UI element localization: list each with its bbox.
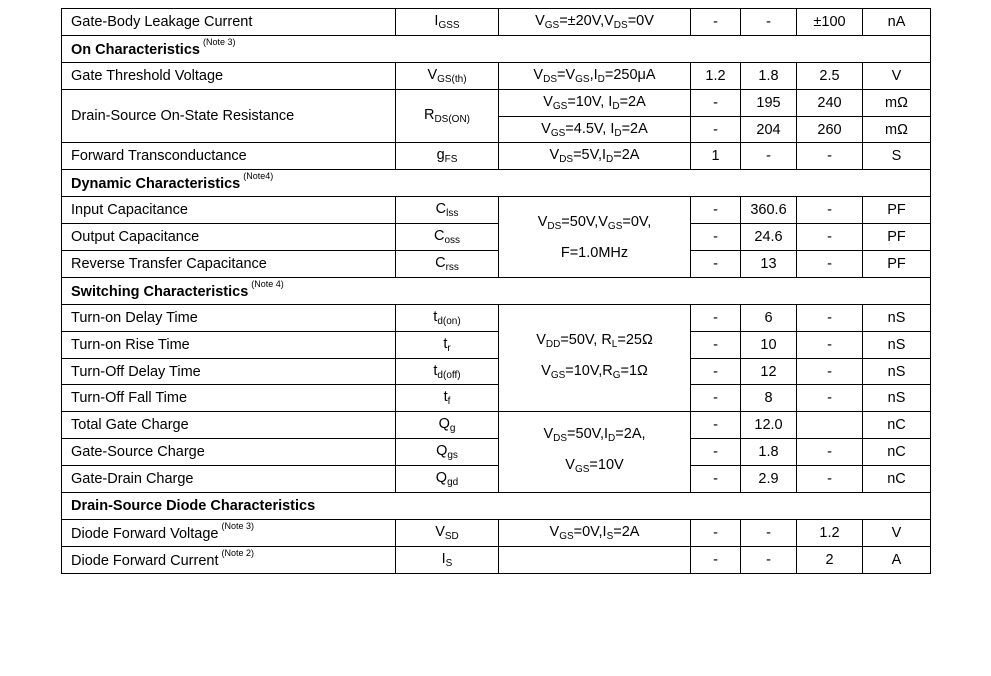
symbol-cell bbox=[396, 251, 499, 278]
unit-value-cell: nS bbox=[863, 358, 931, 385]
condition-line bbox=[499, 240, 690, 266]
max-value-cell: - bbox=[797, 439, 863, 466]
condition-subscript: D bbox=[597, 73, 605, 85]
parameter-cell bbox=[62, 251, 396, 278]
symbol-base: Q bbox=[435, 470, 448, 487]
condition-subscript: GS bbox=[550, 127, 566, 139]
parameter-cell bbox=[62, 224, 396, 251]
condition-line bbox=[499, 327, 690, 358]
symbol-subscript: d(on) bbox=[437, 315, 461, 327]
symbol-cell bbox=[396, 519, 499, 546]
unit-value-cell: nS bbox=[863, 304, 931, 331]
table-row bbox=[62, 224, 931, 251]
condition-text: =25Ω bbox=[617, 332, 653, 349]
condition-subscript: GS bbox=[574, 464, 590, 476]
typ-value-cell: 12 bbox=[741, 358, 797, 385]
section-row bbox=[62, 170, 931, 197]
symbol-subscript: f bbox=[447, 396, 451, 408]
test-condition-cell bbox=[499, 62, 691, 89]
parameter-cell bbox=[62, 412, 396, 439]
unit-value-cell: nC bbox=[863, 439, 931, 466]
condition-text: =2A bbox=[613, 147, 640, 164]
max-value-cell: - bbox=[797, 304, 863, 331]
symbol-cell bbox=[396, 304, 499, 331]
parameter-cell bbox=[62, 143, 396, 170]
min-value-cell: - bbox=[691, 412, 741, 439]
table-row bbox=[62, 385, 931, 412]
section-header-cell bbox=[62, 35, 931, 62]
typ-value-cell: - bbox=[741, 519, 797, 546]
parameter-name: Turn-Off Delay Time bbox=[71, 363, 201, 380]
section-title: Switching Characteristics bbox=[71, 283, 249, 300]
symbol-subscript: rss bbox=[445, 261, 459, 273]
condition-text: =10V bbox=[589, 457, 624, 474]
max-value-cell: 2.5 bbox=[797, 62, 863, 89]
parameter-name: Gate-Body Leakage Current bbox=[71, 13, 253, 30]
condition-text: =250μA bbox=[604, 66, 656, 83]
symbol-base: Q bbox=[438, 416, 450, 433]
section-note: (Note4) bbox=[243, 171, 274, 182]
section-note: (Note 4) bbox=[251, 278, 284, 289]
section-row bbox=[62, 277, 931, 304]
unit-value-cell: nC bbox=[863, 412, 931, 439]
parameter-note: (Note 3) bbox=[221, 520, 255, 531]
symbol-cell bbox=[396, 546, 499, 573]
parameter-name: Turn-on Rise Time bbox=[71, 336, 190, 353]
parameter-name: Turn-Off Fall Time bbox=[71, 390, 188, 407]
condition-text: V bbox=[543, 93, 553, 110]
condition-subscript: G bbox=[612, 370, 621, 382]
condition-text: V bbox=[543, 426, 554, 443]
condition-text: ,I bbox=[589, 66, 598, 83]
unit-value-cell: nA bbox=[863, 9, 931, 36]
table-row bbox=[62, 143, 931, 170]
condition-text: =0V,I bbox=[573, 523, 607, 540]
parameter-cell bbox=[62, 358, 396, 385]
symbol-base: V bbox=[427, 66, 438, 83]
min-value-cell: - bbox=[691, 116, 741, 143]
condition-subscript: DS bbox=[543, 73, 557, 85]
condition-subscript: GS bbox=[544, 19, 560, 31]
parameter-name: Output Capacitance bbox=[71, 229, 200, 246]
symbol-cell bbox=[396, 224, 499, 251]
min-value-cell: - bbox=[691, 304, 741, 331]
symbol-base: t bbox=[433, 308, 438, 325]
table-row bbox=[62, 62, 931, 89]
unit-value-cell: V bbox=[863, 519, 931, 546]
parameter-name: Diode Forward Current bbox=[71, 552, 219, 569]
condition-line bbox=[499, 358, 690, 389]
section-row bbox=[62, 35, 931, 62]
max-value-cell: - bbox=[797, 143, 863, 170]
min-value-cell: - bbox=[691, 466, 741, 493]
test-condition-cell bbox=[499, 116, 691, 143]
condition-text: =2A, bbox=[615, 426, 646, 443]
typ-value-cell: 195 bbox=[741, 89, 797, 116]
condition-subscript: GS bbox=[575, 73, 590, 85]
max-value-cell bbox=[797, 412, 863, 439]
section-title: Drain-Source Diode Characteristics bbox=[71, 497, 316, 514]
unit-value-cell: PF bbox=[863, 197, 931, 224]
max-value-cell: - bbox=[797, 224, 863, 251]
min-value-cell: - bbox=[691, 546, 741, 573]
max-value-cell: - bbox=[797, 385, 863, 412]
condition-text: V bbox=[536, 332, 546, 349]
symbol-base: Q bbox=[436, 443, 448, 460]
symbol-subscript: GS(th) bbox=[437, 73, 467, 85]
parameter-cell bbox=[62, 197, 396, 224]
max-value-cell: - bbox=[797, 331, 863, 358]
condition-line bbox=[499, 452, 690, 483]
condition-line bbox=[499, 209, 690, 240]
condition-subscript: DS bbox=[613, 19, 628, 31]
symbol-subscript: S bbox=[445, 557, 453, 569]
table-row bbox=[62, 251, 931, 278]
test-condition-cell bbox=[499, 412, 691, 493]
typ-value-cell: 8 bbox=[741, 385, 797, 412]
symbol-base: t bbox=[433, 362, 438, 379]
parameter-cell bbox=[62, 304, 396, 331]
typ-value-cell: 12.0 bbox=[741, 412, 797, 439]
parameter-name: Drain-Source On-State Resistance bbox=[71, 108, 295, 125]
symbol-subscript: lss bbox=[446, 208, 459, 220]
symbol-base: g bbox=[436, 147, 445, 164]
min-value-cell: 1 bbox=[691, 143, 741, 170]
unit-value-cell: nS bbox=[863, 385, 931, 412]
symbol-base: t bbox=[443, 335, 448, 352]
typ-value-cell: 204 bbox=[741, 116, 797, 143]
symbol-cell bbox=[396, 439, 499, 466]
condition-text: V bbox=[541, 363, 551, 380]
symbol-base: V bbox=[435, 523, 445, 540]
parameter-note: (Note 2) bbox=[221, 547, 254, 558]
parameter-name: Gate-Source Charge bbox=[71, 444, 205, 461]
max-value-cell: 260 bbox=[797, 116, 863, 143]
condition-text: =2A bbox=[613, 523, 640, 540]
parameter-name: Forward Transconductance bbox=[71, 148, 247, 165]
symbol-subscript: g bbox=[449, 423, 456, 435]
section-header-cell bbox=[62, 277, 931, 304]
typ-value-cell: 13 bbox=[741, 251, 797, 278]
test-condition-cell bbox=[499, 519, 691, 546]
typ-value-cell: - bbox=[741, 546, 797, 573]
table-row bbox=[62, 546, 931, 573]
symbol-cell bbox=[396, 412, 499, 439]
max-value-cell: - bbox=[797, 466, 863, 493]
min-value-cell: - bbox=[691, 251, 741, 278]
parameter-name: Total Gate Charge bbox=[71, 417, 189, 434]
test-condition-cell bbox=[499, 304, 691, 412]
min-value-cell: - bbox=[691, 331, 741, 358]
typ-value-cell: 6 bbox=[741, 304, 797, 331]
section-title: Dynamic Characteristics bbox=[71, 176, 241, 193]
unit-value-cell: PF bbox=[863, 224, 931, 251]
symbol-cell bbox=[396, 89, 499, 143]
condition-subscript: S bbox=[606, 530, 614, 542]
parameter-cell bbox=[62, 385, 396, 412]
unit-value-cell: mΩ bbox=[863, 116, 931, 143]
table-row bbox=[62, 89, 931, 116]
section-title: On Characteristics bbox=[71, 41, 200, 58]
symbol-cell bbox=[396, 466, 499, 493]
condition-subscript: GS bbox=[559, 530, 574, 542]
typ-value-cell: 1.8 bbox=[741, 439, 797, 466]
table-row bbox=[62, 358, 931, 385]
symbol-subscript: gs bbox=[447, 450, 458, 462]
parameter-name: Gate-Drain Charge bbox=[71, 471, 194, 488]
symbol-subscript: FS bbox=[444, 154, 458, 166]
table-body bbox=[62, 9, 931, 574]
max-value-cell: 240 bbox=[797, 89, 863, 116]
test-condition-cell bbox=[499, 89, 691, 116]
test-condition-cell bbox=[499, 143, 691, 170]
max-value-cell: - bbox=[797, 358, 863, 385]
typ-value-cell: 10 bbox=[741, 331, 797, 358]
min-value-cell: - bbox=[691, 358, 741, 385]
symbol-cell bbox=[396, 197, 499, 224]
typ-value-cell: 2.9 bbox=[741, 466, 797, 493]
condition-text: =2A bbox=[619, 93, 646, 110]
section-header-cell bbox=[62, 493, 931, 520]
unit-value-cell: S bbox=[863, 143, 931, 170]
condition-subscript: GS bbox=[550, 370, 566, 382]
condition-subscript: D bbox=[606, 154, 614, 166]
condition-subscript: D bbox=[608, 433, 616, 445]
unit-value-cell: nC bbox=[863, 466, 931, 493]
min-value-cell: - bbox=[691, 197, 741, 224]
condition-text: =50V,V bbox=[561, 213, 608, 230]
parameter-name: Gate Threshold Voltage bbox=[71, 67, 224, 84]
symbol-cell bbox=[396, 9, 499, 36]
symbol-subscript: oss bbox=[444, 235, 461, 247]
symbol-subscript: DS(ON) bbox=[434, 114, 471, 126]
condition-subscript: D bbox=[612, 100, 620, 112]
condition-subscript: L bbox=[611, 339, 618, 351]
unit-value-cell: nS bbox=[863, 331, 931, 358]
min-value-cell: - bbox=[691, 385, 741, 412]
symbol-base: R bbox=[423, 107, 435, 124]
condition-subscript: DD bbox=[545, 339, 561, 351]
typ-value-cell: 24.6 bbox=[741, 224, 797, 251]
condition-text: =10V, I bbox=[567, 93, 613, 110]
table-row bbox=[62, 197, 931, 224]
condition-subscript: D bbox=[614, 127, 622, 139]
symbol-base: t bbox=[443, 389, 448, 406]
max-value-cell: - bbox=[797, 251, 863, 278]
condition-text: =4.5V, I bbox=[565, 120, 615, 137]
unit-value-cell: PF bbox=[863, 251, 931, 278]
condition-subscript: GS bbox=[552, 100, 568, 112]
symbol-subscript: SD bbox=[444, 530, 459, 542]
unit-value-cell: mΩ bbox=[863, 89, 931, 116]
condition-text: V bbox=[537, 213, 548, 230]
table-row bbox=[62, 331, 931, 358]
condition-text: =1Ω bbox=[620, 363, 648, 380]
parameter-name: Turn-on Delay Time bbox=[71, 309, 198, 326]
symbol-cell bbox=[396, 385, 499, 412]
table-row bbox=[62, 412, 931, 439]
condition-text: V bbox=[533, 66, 544, 83]
typ-value-cell: - bbox=[741, 143, 797, 170]
section-header-cell bbox=[62, 170, 931, 197]
condition-text: =0V, bbox=[622, 213, 652, 230]
typ-value-cell: 360.6 bbox=[741, 197, 797, 224]
symbol-subscript: r bbox=[447, 342, 451, 354]
min-value-cell: - bbox=[691, 9, 741, 36]
condition-text: =50V,I bbox=[567, 426, 609, 443]
min-value-cell: - bbox=[691, 519, 741, 546]
symbol-base: C bbox=[435, 254, 446, 271]
section-row bbox=[62, 493, 931, 520]
symbol-subscript: GSS bbox=[438, 19, 460, 31]
symbol-cell bbox=[396, 143, 499, 170]
condition-text: =0V bbox=[627, 12, 654, 29]
min-value-cell: - bbox=[691, 89, 741, 116]
condition-text: =10V,R bbox=[565, 363, 613, 380]
parameter-cell bbox=[62, 89, 396, 143]
condition-text: =V bbox=[557, 66, 576, 83]
min-value-cell: 1.2 bbox=[691, 62, 741, 89]
max-value-cell: - bbox=[797, 197, 863, 224]
test-condition-cell bbox=[499, 197, 691, 278]
typ-value-cell: 1.8 bbox=[741, 62, 797, 89]
table-row bbox=[62, 9, 931, 36]
parameter-name: Input Capacitance bbox=[71, 202, 188, 219]
test-condition-cell bbox=[499, 9, 691, 36]
condition-subscript: DS bbox=[547, 220, 562, 232]
parameter-cell bbox=[62, 546, 396, 573]
parameter-cell bbox=[62, 439, 396, 466]
symbol-base: C bbox=[435, 201, 447, 218]
table-row bbox=[62, 466, 931, 493]
parameter-cell bbox=[62, 466, 396, 493]
condition-subscript: DS bbox=[559, 154, 574, 166]
max-value-cell: ±100 bbox=[797, 9, 863, 36]
parameter-cell bbox=[62, 331, 396, 358]
condition-line bbox=[499, 421, 690, 452]
table-row bbox=[62, 519, 931, 546]
symbol-subscript: d(off) bbox=[437, 369, 461, 381]
symbol-cell bbox=[396, 358, 499, 385]
condition-text: =50V, R bbox=[560, 332, 612, 349]
condition-text: V bbox=[549, 147, 560, 164]
parameter-name: Diode Forward Voltage bbox=[71, 525, 219, 542]
min-value-cell: - bbox=[691, 224, 741, 251]
symbol-base: I bbox=[434, 12, 439, 29]
max-value-cell: 1.2 bbox=[797, 519, 863, 546]
condition-text: =2A bbox=[621, 120, 648, 137]
condition-text: F=1.0MHz bbox=[560, 244, 629, 261]
symbol-base: C bbox=[433, 228, 445, 245]
condition-text: V bbox=[549, 523, 560, 540]
min-value-cell: - bbox=[691, 439, 741, 466]
condition-text: V bbox=[565, 457, 575, 474]
electrical-characteristics-table bbox=[61, 8, 931, 574]
unit-value-cell: A bbox=[863, 546, 931, 573]
parameter-cell bbox=[62, 62, 396, 89]
table-row bbox=[62, 304, 931, 331]
symbol-cell bbox=[396, 331, 499, 358]
parameter-cell bbox=[62, 519, 396, 546]
test-condition-cell bbox=[499, 546, 691, 573]
parameter-name: Reverse Transfer Capacitance bbox=[71, 255, 267, 272]
condition-subscript: GS bbox=[607, 220, 623, 232]
typ-value-cell: - bbox=[741, 9, 797, 36]
section-note: (Note 3) bbox=[202, 36, 236, 47]
condition-text: V bbox=[541, 120, 551, 137]
symbol-base: I bbox=[441, 550, 446, 567]
unit-value-cell: V bbox=[863, 62, 931, 89]
condition-subscript: DS bbox=[553, 433, 568, 445]
condition-text: =5V,I bbox=[573, 147, 607, 164]
table-row bbox=[62, 439, 931, 466]
condition-text: =±20V,V bbox=[559, 12, 614, 29]
max-value-cell: 2 bbox=[797, 546, 863, 573]
condition-text: V bbox=[535, 12, 545, 29]
parameter-cell bbox=[62, 9, 396, 36]
symbol-subscript: gd bbox=[447, 477, 459, 489]
symbol-cell bbox=[396, 62, 499, 89]
